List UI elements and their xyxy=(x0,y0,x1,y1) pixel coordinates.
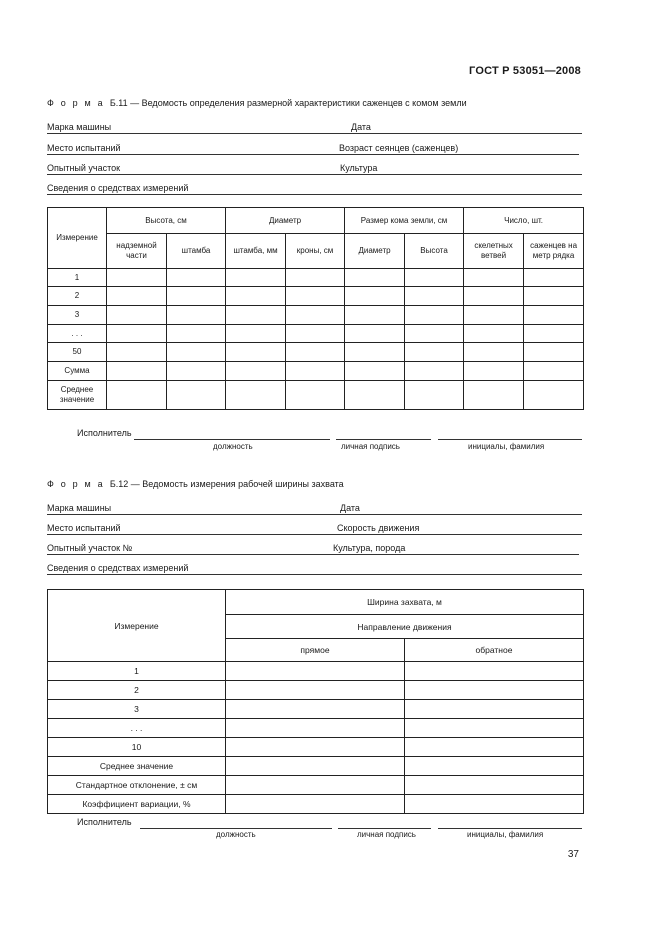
table-row xyxy=(48,776,584,795)
form12-initials-caption: инициалы, фамилия xyxy=(467,830,544,839)
row-label: 10 xyxy=(48,738,226,757)
form11-sub-clod-height: Высота xyxy=(405,234,464,269)
table-row xyxy=(48,795,584,814)
form12-col-width: Ширина захвата, м xyxy=(226,590,584,615)
form11-sign-caption: личная подпись xyxy=(341,442,400,451)
form11-sub-trunk: штамба xyxy=(167,234,226,269)
standard-number: ГОСТ Р 53051—2008 xyxy=(469,65,581,77)
form12-place-label: Место испытаний xyxy=(47,523,121,533)
form11-initials-line xyxy=(438,439,582,440)
row-label: . . . xyxy=(48,719,226,738)
form11-title xyxy=(47,98,467,108)
table-row xyxy=(48,719,584,738)
form12-row-place xyxy=(47,523,582,537)
form11-culture-label: Культура xyxy=(340,163,378,173)
form12-sign-caption: личная подпись xyxy=(357,830,416,839)
form11-col-clod: Размер кома земли, см xyxy=(345,208,464,234)
table-row xyxy=(48,343,584,362)
form11-row-machine xyxy=(47,122,582,136)
row-label: Сумма xyxy=(48,362,107,381)
page-number: 37 xyxy=(567,849,579,860)
table-row xyxy=(48,700,584,719)
form12-position-line xyxy=(140,828,332,829)
form11-position-line xyxy=(134,439,330,440)
form12-col-backward: обратное xyxy=(405,639,584,662)
table-row xyxy=(48,738,584,757)
form12-culture-label: Культура, порода xyxy=(333,543,406,553)
row-label: 3 xyxy=(48,700,226,719)
row-label: 2 xyxy=(48,287,107,306)
form12-heading: Б.12 — Ведомость измерения рабочей ширины захвата xyxy=(109,479,344,489)
form12-title xyxy=(47,479,344,489)
table-row xyxy=(48,287,584,306)
form11-sign-line xyxy=(336,439,431,440)
form11-word: Ф о р м а xyxy=(47,98,105,108)
form12-word: Ф о р м а xyxy=(47,479,105,489)
table-row xyxy=(48,662,584,681)
form12-plot-label: Опытный участок № xyxy=(47,543,133,553)
row-label: 2 xyxy=(48,681,226,700)
form11-col-diameter: Диаметр xyxy=(226,208,345,234)
form11-sub-trunk-mm: штамба, мм xyxy=(226,234,286,269)
row-label: 1 xyxy=(48,662,226,681)
form12-speed-label: Скорость движения xyxy=(337,523,420,533)
form11-sub-branches: скелетных ветвей xyxy=(464,234,524,269)
form11-sub-crown: кроны, см xyxy=(286,234,345,269)
form11-machine-label: Марка машины xyxy=(47,122,112,132)
row-label: Среднее значение xyxy=(48,381,107,410)
form12-row-plot xyxy=(47,543,582,557)
table-row xyxy=(48,757,584,776)
form11-sub-clod-diameter: Диаметр xyxy=(345,234,405,269)
table-row xyxy=(48,681,584,700)
form12-executor-label: Исполнитель xyxy=(77,817,132,827)
form11-instruments-label: Сведения о средствах измерений xyxy=(47,183,189,193)
row-label: . . . xyxy=(48,325,107,343)
form11-initials-caption: инициалы, фамилия xyxy=(468,442,545,451)
form12-sign-line xyxy=(338,828,431,829)
form11-col-measurement: Измерение xyxy=(48,208,107,269)
form11-age-label: Возраст сеянцев (саженцев) xyxy=(339,143,459,153)
form12-machine-label: Марка машины xyxy=(47,503,112,513)
form11-sub-above: надземной части xyxy=(107,234,167,269)
form11-heading: Б.11 — Ведомость определения размерной характеристики саженцев с комом земли xyxy=(109,98,467,108)
form11-executor-label: Исполнитель xyxy=(77,428,132,438)
form12-position-caption: должность xyxy=(216,830,256,839)
row-label: Коэффициент вариации, % xyxy=(48,795,226,814)
table-row xyxy=(48,325,584,343)
form12-table xyxy=(47,589,584,814)
form11-row-instruments xyxy=(47,183,582,197)
form12-initials-line xyxy=(438,828,582,829)
form12-col-measurement: Измерение xyxy=(48,590,226,662)
row-label: Стандартное отклонение, ± см xyxy=(48,776,226,795)
form11-row-place xyxy=(47,143,582,157)
form12-row-instruments xyxy=(47,563,582,577)
table-row xyxy=(48,381,584,410)
form11-col-count: Число, шт. xyxy=(464,208,584,234)
form11-place-label: Место испытаний xyxy=(47,143,121,153)
form11-position-caption: должность xyxy=(213,442,253,451)
form11-plot-label: Опытный участок xyxy=(47,163,121,173)
form12-date-label: Дата xyxy=(340,503,360,513)
form12-row-machine xyxy=(47,503,582,517)
row-label: Среднее значение xyxy=(48,757,226,776)
row-label: 50 xyxy=(48,343,107,362)
row-label: 3 xyxy=(48,306,107,325)
form11-table xyxy=(47,207,584,410)
form12-col-forward: прямое xyxy=(226,639,405,662)
form11-sub-per-meter: саженцев на метр рядка xyxy=(524,234,584,269)
form11-date-label: Дата xyxy=(351,122,371,132)
table-row xyxy=(48,269,584,287)
form12-instruments-label: Сведения о средствах измерений xyxy=(47,563,189,573)
row-label: 1 xyxy=(48,269,107,287)
form11-row-plot xyxy=(47,163,582,177)
table-row xyxy=(48,362,584,381)
table-row xyxy=(48,306,584,325)
form12-col-direction: Направление движения xyxy=(226,615,584,639)
form11-col-height: Высота, см xyxy=(107,208,226,234)
